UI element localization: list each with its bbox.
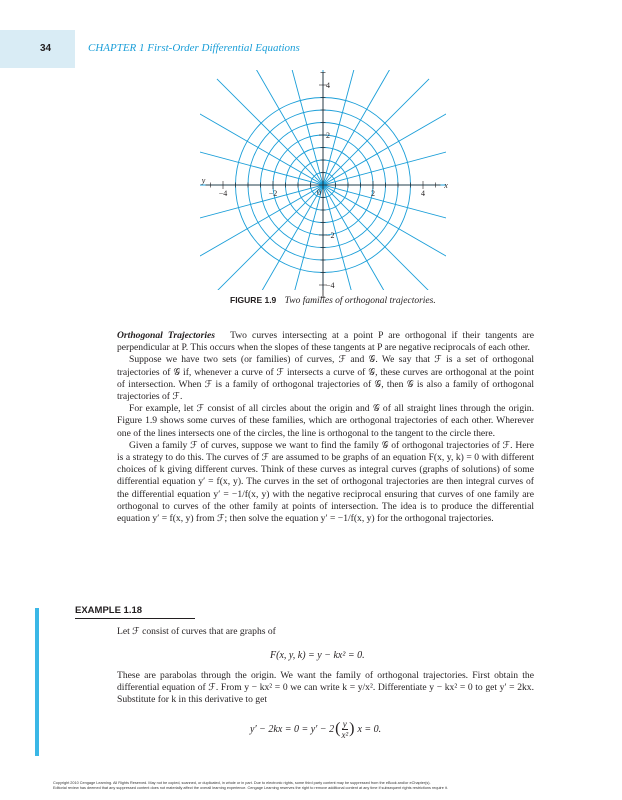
x-tick-label: −4 [218, 189, 228, 198]
origin-label: 0 [317, 188, 321, 197]
x-axis-label: x [444, 181, 448, 190]
footer-line-2: Editorial review has deemed that any suppressed content does not materially affect the overall learning experience. Cengage Learning reserves the right to remove additional content at any time if subsequent rights restrictions require it. [53, 786, 448, 791]
paragraph-2: Suppose we have two sets (or families) of curves, ℱ and 𝒢. We say that ℱ is a set of orthogonal trajectories of 𝒢 if, whenever a curve of ℱ intersects a curve of 𝒢, these curves are orthogonal at the point of intersection. When ℱ is a family of orthogonal trajectories of 𝒢, then 𝒢 is also a family of orthogonal trajectories of ℱ. [117, 354, 534, 403]
figure-caption-label: FIGURE 1.9 [230, 295, 277, 305]
equation-2-right: x = 0. [357, 723, 382, 735]
body-text [117, 330, 534, 525]
paragraph-3: For example, let ℱ consist of all circles about the origin and 𝒢 of all straight lines through the origin. Figure 1.9 shows some curves of these families, which are orthogonal trajectories of each other. Wherever one of the lines intersects one of the circles, the line is orthogonal to the tangent to the circle there. [117, 403, 534, 439]
y-tick-label: 4 [326, 81, 330, 90]
example-rule [75, 618, 195, 619]
y-axis-label: y [201, 176, 206, 185]
equation-2-denominator: x² [341, 729, 349, 740]
section-heading: Orthogonal Trajectories [117, 330, 215, 341]
equation-2-left: y′ − 2kx = 0 = y′ − 2 [250, 723, 335, 735]
example-paragraph: These are parabolas through the origin. We want the family of orthogonal trajectories. First obtain the differential equation of ℱ. From y − kx² = 0 we can write k = y/x². Differentiate y − kx² = 0 to get y′ = 2kx. Substitute for k in this derivative to get [117, 670, 534, 706]
y-tick-label: 2 [326, 131, 330, 140]
copyright-footer [53, 781, 583, 791]
x-tick-label: 2 [371, 189, 375, 198]
footer-line-1: Copyright 2010 Cengage Learning. All Rights Reserved. May not be copied, scanned, or duplicated, in whole or in part. Due to electronic rights, some third party content may be suppressed from the eBook and/or eChapter(s). [53, 781, 431, 785]
figure-caption-text: Two families of orthogonal trajectories. [284, 296, 436, 306]
example-intro: Let ℱ consist of curves that are graphs of [117, 626, 276, 637]
paragraph-4: Given a family ℱ of curves, suppose we want to find the family 𝒢 of orthogonal trajectories of ℱ. Here is a strategy to do this. The curves of ℱ are assumed to be graphs of an equation F(x, y, k) = 0 with different choices of k giving different curves. Think of these curves as integral curves (graphs of solutions) of some differential equation y′ = f(x, y). The curves in the set of orthogonal trajectories are then integral curves of the differential equation y′ = −1/f(x, y) with the negative reciprocal ensuring that curves of one family are orthogonal to curves of the other family at points of intersection. The idea is to produce the differential equation y′ = f(x, y) from ℱ; then solve the equation y′ = −1/f(x, y) for the orthogonal trajectories. [117, 439, 534, 525]
example-label: EXAMPLE 1.18 [75, 605, 143, 616]
equation-2: y′ − 2kx = 0 = y′ − 2 ( $\frac{y}{\text{x²}}$ ) x = 0. [250, 718, 382, 740]
y-tick-label: −2 [326, 231, 335, 240]
example-sidebar-bar [35, 608, 39, 756]
paragraph-1-text: Two curves intersecting at a point P are orthogonal if their tangents are perpendicular at P. This occurs when the slopes of these tangents at P are negative reciprocals of each other. [117, 330, 534, 354]
page-number: 34 [40, 43, 52, 54]
x-tick-label: −2 [268, 189, 278, 198]
y-tick-label: −4 [326, 281, 335, 290]
equation-1: F(x, y, k) = y − kx² = 0. [270, 650, 365, 661]
chapter-title: CHAPTER 1 First-Order Differential Equations [88, 42, 300, 54]
paragraph-1 [117, 330, 534, 354]
x-tick-label: 4 [421, 189, 425, 198]
equation-2-numerator: y [342, 718, 347, 729]
page-header [0, 0, 622, 68]
page-number-box [0, 30, 75, 68]
figure-caption [230, 295, 436, 306]
figure-orthogonal-trajectories [200, 70, 446, 290]
